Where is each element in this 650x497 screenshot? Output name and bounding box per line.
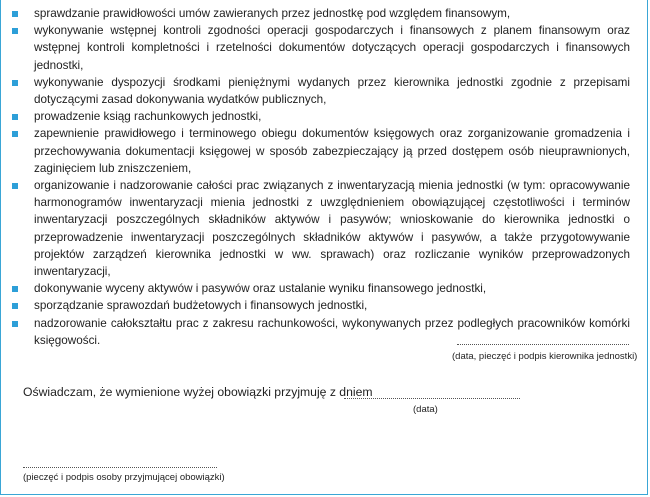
square-bullet-icon xyxy=(12,183,18,189)
duty-text: organizowanie i nadzorowanie całości prac związanych z inwentaryzacją mienia jednostki (w tym: opracowywanie harmonogramów inwentaryzacji mienia jednostki z uwzględnieniem obowiązującej częstotliwości i terminów inwentaryzacji poszczególnych składników aktywów i pasywów; wnioskowanie do kierownika jednostki o przeprowadzenie inwentaryzacji poszczególnych składników aktywów i pasywów, a także przygotowywanie projektów zarządzeń kierownika jednostki w ww. sprawach) oraz rozliczanie wyników przeprowadzonych inwentaryzacji, xyxy=(34,179,630,279)
duty-text: wykonywanie wstępnej kontroli zgodności operacji gospodarczych i finansowych z planem finansowym oraz wstępnej kontroli kompletności i rzetelności dokumentów dotyczących operacji gospodarczych i finansowych jednostki, xyxy=(34,24,630,72)
duty-text: prowadzenie ksiąg rachunkowych jednostki, xyxy=(34,110,262,124)
duties-list xyxy=(12,5,630,349)
duty-text: dokonywanie wyceny aktywów i pasywów oraz ustalanie wyniku finansowego jednostki, xyxy=(34,282,487,296)
list-item xyxy=(12,22,630,74)
square-bullet-icon xyxy=(12,286,18,292)
duty-text: zapewnienie prawidłowego i terminowego obiegu dokumentów księgowych oraz zorganizowanie gromadzenia i przechowywania dokumentacji księgowej w sposób zabezpieczający ją przed dostępem osób nieuprawnionych, zaginięciem lub zniszczeniem, xyxy=(34,127,630,175)
declaration-text: Oświadczam, że wymienione wyżej obowiązki przyjmuję z dniem xyxy=(23,385,373,399)
list-item xyxy=(12,297,630,314)
list-item xyxy=(12,108,630,125)
list-item xyxy=(12,74,630,108)
square-bullet-icon xyxy=(12,28,18,34)
employee-signature-line[interactable] xyxy=(23,467,217,468)
duty-text: wykonywanie dyspozycji środkami pieniężnymi wydanych przez kierownika jednostki zgodnie z przepisami dotyczącymi zasad dokonywania wydatków publicznych, xyxy=(34,75,630,107)
square-bullet-icon xyxy=(12,321,18,327)
list-item xyxy=(12,280,630,297)
list-item xyxy=(12,177,630,280)
head-signature-caption: (data, pieczęć i podpis kierownika jednostki) xyxy=(452,351,638,362)
date-caption: (data) xyxy=(413,404,438,415)
duty-text: sprawdzanie prawidłowości umów zawieranych przez jednostkę pod względem finansowym, xyxy=(34,7,511,20)
list-item xyxy=(12,5,630,22)
square-bullet-icon xyxy=(12,80,18,86)
square-bullet-icon xyxy=(12,131,18,137)
square-bullet-icon xyxy=(12,11,18,17)
list-item xyxy=(12,125,630,177)
duty-text: nadzorowanie całokształtu prac z zakresu rachunkowości, wykonywanych przez podległych pracowników komórki księgowości. xyxy=(34,316,630,347)
head-signature-line[interactable] xyxy=(457,344,629,345)
duty-text: sporządzanie sprawozdań budżetowych i finansowych jednostki, xyxy=(34,299,368,313)
square-bullet-icon xyxy=(12,114,18,120)
employee-signature-caption: (pieczęć i podpis osoby przyjmującej obowiązki) xyxy=(23,472,225,483)
square-bullet-icon xyxy=(12,303,18,309)
date-line[interactable] xyxy=(344,398,520,399)
